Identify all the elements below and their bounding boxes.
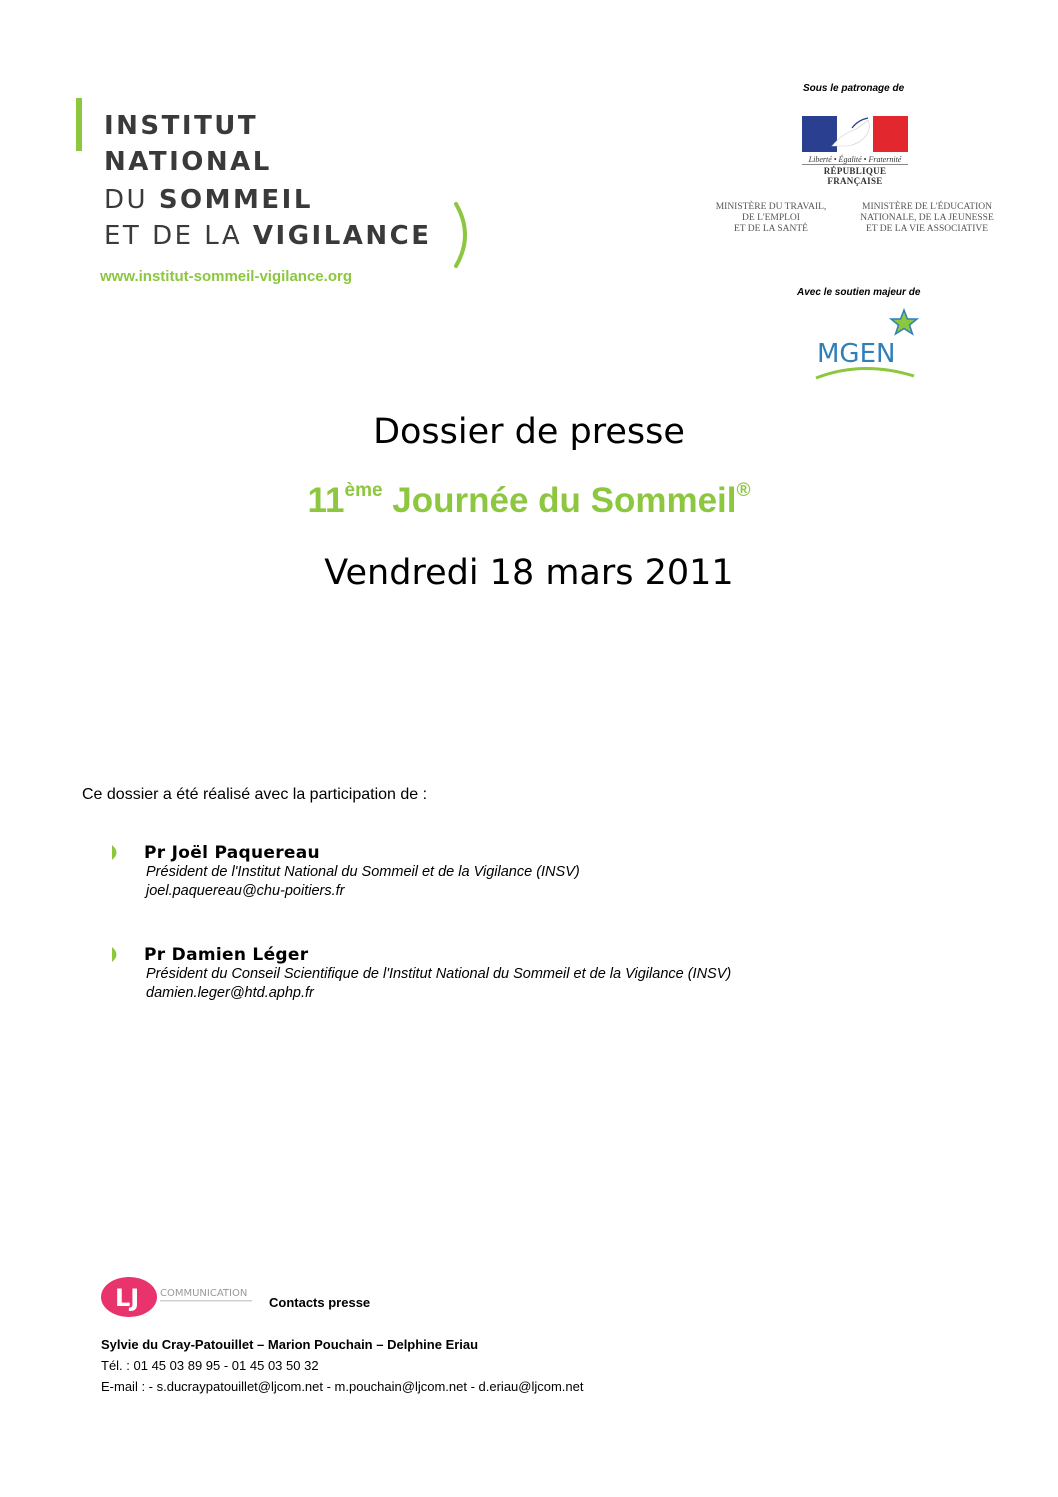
participant-name: Pr Joël Paquereau — [144, 843, 320, 863]
contact-phone: Tél. : 01 45 03 89 95 - 01 45 03 50 32 — [101, 1358, 319, 1373]
mgen-logo-text: MGEN — [817, 339, 896, 369]
rf-divider — [802, 164, 908, 165]
soutien-label: Avec le soutien majeur de — [797, 287, 921, 298]
participant-name: Pr Damien Léger — [144, 945, 309, 965]
insv-logo-line1: INSTITUT — [104, 111, 259, 141]
insv-logo-line3 — [104, 187, 313, 213]
rf-motto: Liberté • Égalité • Fraternité — [808, 155, 902, 164]
ministry-travail-line: ET DE LA SANTÉ — [734, 224, 808, 234]
insv-logo-parenthesis-icon — [448, 200, 478, 270]
ministry-travail-line: DE L'EMPLOI — [742, 213, 800, 223]
lj-communication-logo-icon — [100, 1275, 260, 1319]
insv-logo-line4-bold: VIGILANCE — [252, 221, 432, 251]
ministry-travail — [712, 202, 830, 235]
participant-email-link[interactable]: damien.leger@htd.aphp.fr — [146, 985, 314, 1001]
ministry-education-line: NATIONALE, DE LA JEUNESSE — [860, 213, 994, 223]
event-date: Vendredi 18 mars 2011 — [324, 553, 734, 593]
ministry-education-line: MINISTÈRE DE L'ÉDUCATION — [862, 202, 992, 212]
event-name: Journée du Sommeil — [382, 481, 737, 520]
registered-mark: ® — [736, 480, 751, 501]
contact-emails[interactable]: E-mail : - s.ducraypatouillet@ljcom.net - m.pouchain@ljcom.net - d.eriau@ljcom.net — [101, 1379, 584, 1394]
bullet-arrow-icon — [112, 947, 121, 962]
lj-logo-letters: LJ — [115, 1284, 140, 1312]
ministry-travail-line: MINISTÈRE DU TRAVAIL, — [715, 202, 827, 212]
republique-francaise-logo-icon — [802, 116, 908, 152]
event-number: 11 — [307, 481, 345, 520]
insv-logo-line4 — [104, 223, 432, 249]
ministry-education — [858, 202, 996, 235]
document-title: Dossier de presse — [373, 412, 685, 452]
rf-name: RÉPUBLIQUE FRANÇAISE — [823, 166, 887, 186]
intro-text: Ce dossier a été réalisé avec la participation de : — [82, 786, 428, 803]
patronage-label: Sous le patronage de — [803, 83, 905, 94]
insv-logo-line4-prefix: ET DE LA — [104, 221, 253, 251]
insv-logo-line3-bold: SOMMEIL — [158, 185, 313, 215]
event-number-suffix: ème — [344, 480, 383, 501]
contacts-label: Contacts presse — [269, 1295, 371, 1310]
insv-website-link[interactable]: www.institut-sommeil-vigilance.org — [100, 268, 352, 285]
event-title — [0, 480, 1058, 521]
mgen-logo-icon — [812, 308, 922, 384]
bullet-arrow-icon — [112, 845, 121, 860]
insv-logo-line2: NATIONAL — [104, 147, 272, 177]
contact-names: Sylvie du Cray-Patouillet – Marion Pouchain – Delphine Eriau — [101, 1337, 479, 1352]
ministry-education-line: ET DE LA VIE ASSOCIATIVE — [865, 224, 989, 234]
lj-logo-brand: COMMUNICATION — [160, 1288, 248, 1299]
insv-logo-bar — [76, 98, 82, 151]
participant-email-link[interactable]: joel.paquereau@chu-poitiers.fr — [146, 883, 345, 899]
insv-logo-line3-prefix: DU — [104, 185, 159, 215]
participant-role: Président de l'Institut National du Sommeil et de la Vigilance (INSV) — [146, 864, 580, 880]
participant-role: Président du Conseil Scientifique de l'Institut National du Sommeil et de la Vigilance (INSV) — [146, 966, 732, 982]
